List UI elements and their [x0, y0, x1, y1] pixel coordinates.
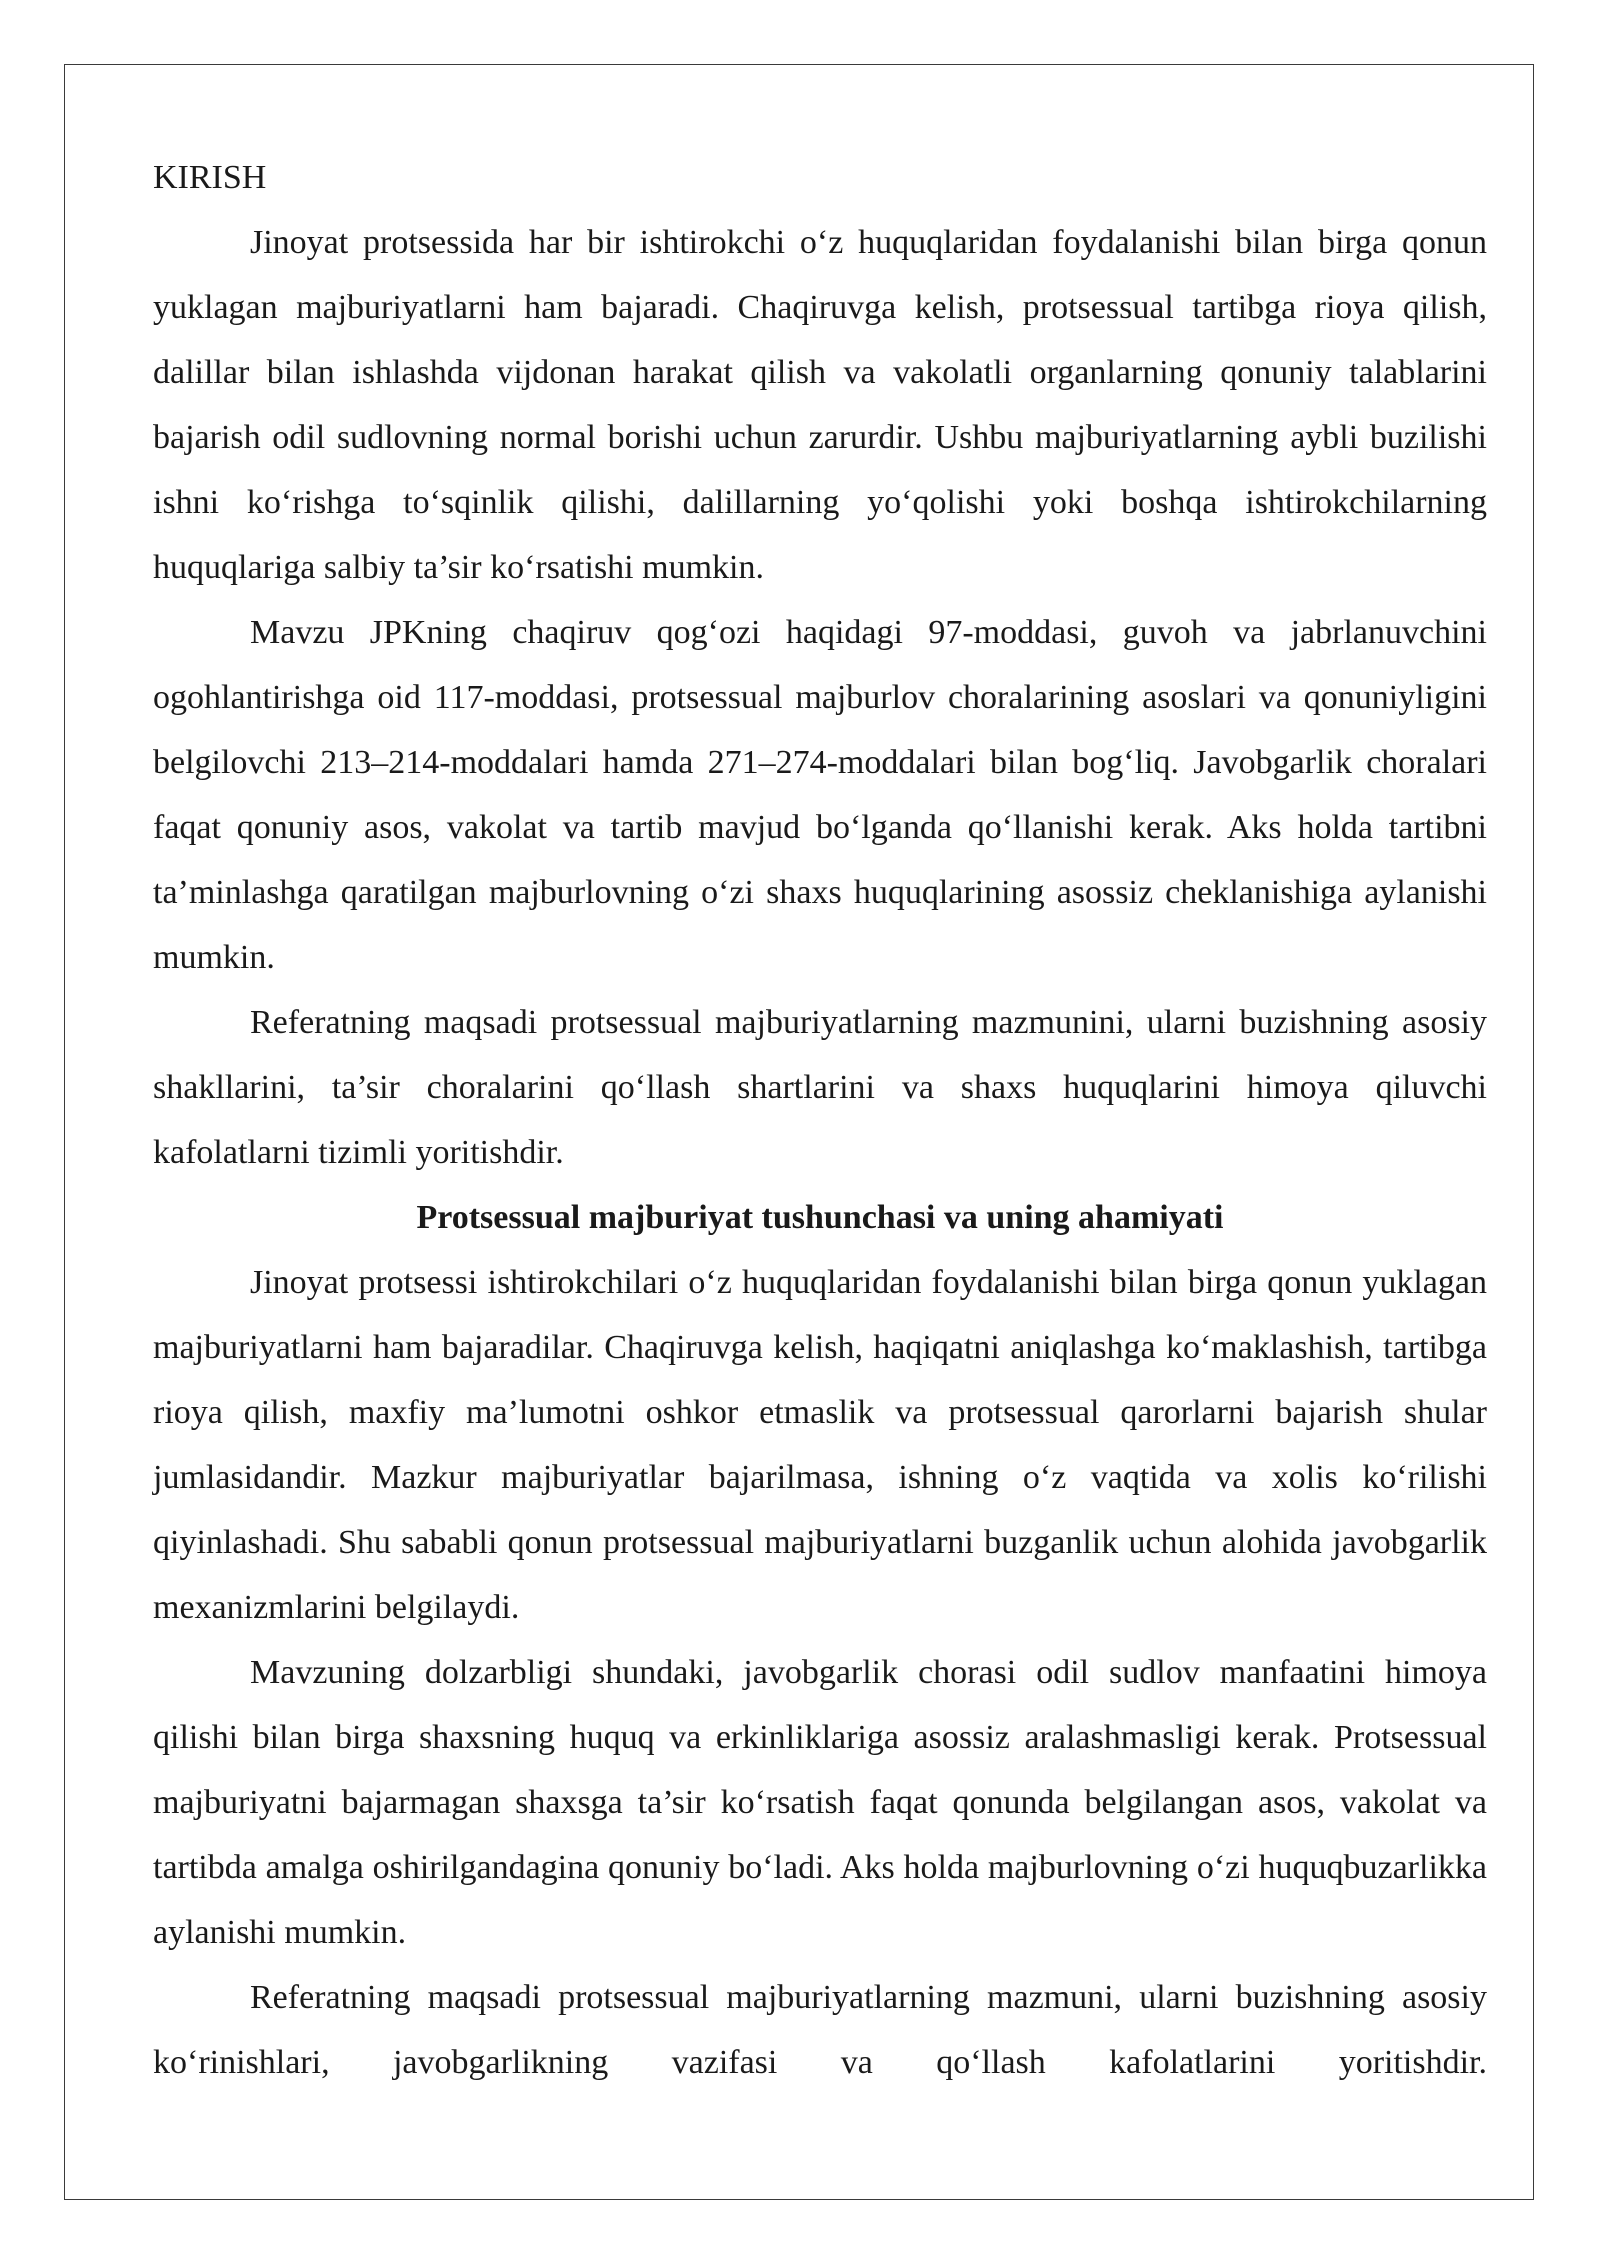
section-paragraph-1: Jinoyat protsessi ishtirokchilari o‘z huquqlaridan foydalanishi bilan birga qonun yuklagan majburiyatlarni ham bajaradilar. Chaqiruvga kelish, haqiqatni aniqlashga ko‘maklashish, tartibga rioya qilish, maxfiy ma’lumotni oshkor etmaslik va protsessual qarorlarni bajarish shular jumlasidandir. Mazkur majburiyatlar bajarilmasa, ishning o‘z vaqtida va xolis ko‘rilishi qiyinlashadi. Shu sababli qonun protsessual majburiyatlarni buzganlik uchun alohida javobgarlik mexanizmlarini belgilaydi.	[153, 1264, 1487, 1626]
document-body	[153, 145, 1487, 2095]
intro-heading: KIRISH	[153, 159, 267, 196]
section-paragraph-3: Referatning maqsadi protsessual majburiyatlarning mazmuni, ularni buzishning asosiy ko‘rinishlari, javobgarlikning vazifasi va qo‘llash kafolatlarini yoritishdir.	[153, 1979, 1487, 2081]
intro-paragraph-2: Mavzu JPKning chaqiruv qog‘ozi haqidagi 97-moddasi, guvoh va jabrlanuvchini ogohlantirishga oid 117-moddasi, protsessual majburlov choralarining asoslari va qonuniyligini belgilovchi 213–214-moddalari hamda 271–274-moddalari bilan bog‘liq. Javobgarlik choralari faqat qonuniy asos, vakolat va tartib mavjud bo‘lganda qo‘llanishi kerak. Aks holda tartibni ta’minlashga qaratilgan majburlovning o‘zi shaxs huquqlarining asossiz cheklanishiga aylanishi mumkin.	[153, 614, 1487, 976]
section-paragraph-2: Mavzuning dolzarbligi shundaki, javobgarlik chorasi odil sudlov manfaatini himoya qilishi bilan birga shaxsning huquq va erkinliklariga asossiz aralashmasligi kerak. Protsessual majburiyatni bajarmagan shaxsga ta’sir ko‘rsatish faqat qonunda belgilangan asos, vakolat va tartibda amalga oshirilgandagina qonuniy bo‘ladi. Aks holda majburlovning o‘zi huquqbuzarlikka aylanishi mumkin.	[153, 1654, 1487, 1951]
intro-paragraph-1: Jinoyat protsessida har bir ishtirokchi o‘z huquqlaridan foydalanishi bilan birga qonun yuklagan majburiyatlarni ham bajaradi. Chaqiruvga kelish, protsessual tartibga rioya qilish, dalillar bilan ishlashda vijdonan harakat qilish va vakolatli organlarning qonuniy talablarini bajarish odil sudlovning normal borishi uchun zarurdir. Ushbu majburiyatlarning aybli buzilishi ishni ko‘rishga to‘sqinlik qilishi, dalillarning yo‘qolishi yoki boshqa ishtirokchilarning huquqlariga salbiy ta’sir ko‘rsatishi mumkin.	[153, 224, 1487, 586]
intro-paragraph-3: Referatning maqsadi protsessual majburiyatlarning mazmunini, ularni buzishning asosiy shakllarini, ta’sir choralarini qo‘llash shartlarini va shaxs huquqlarini himoya qiluvchi kafolatlarni tizimli yoritishdir.	[153, 1004, 1487, 1171]
section-heading: Protsessual majburiyat tushunchasi va uning ahamiyati	[416, 1199, 1224, 1236]
